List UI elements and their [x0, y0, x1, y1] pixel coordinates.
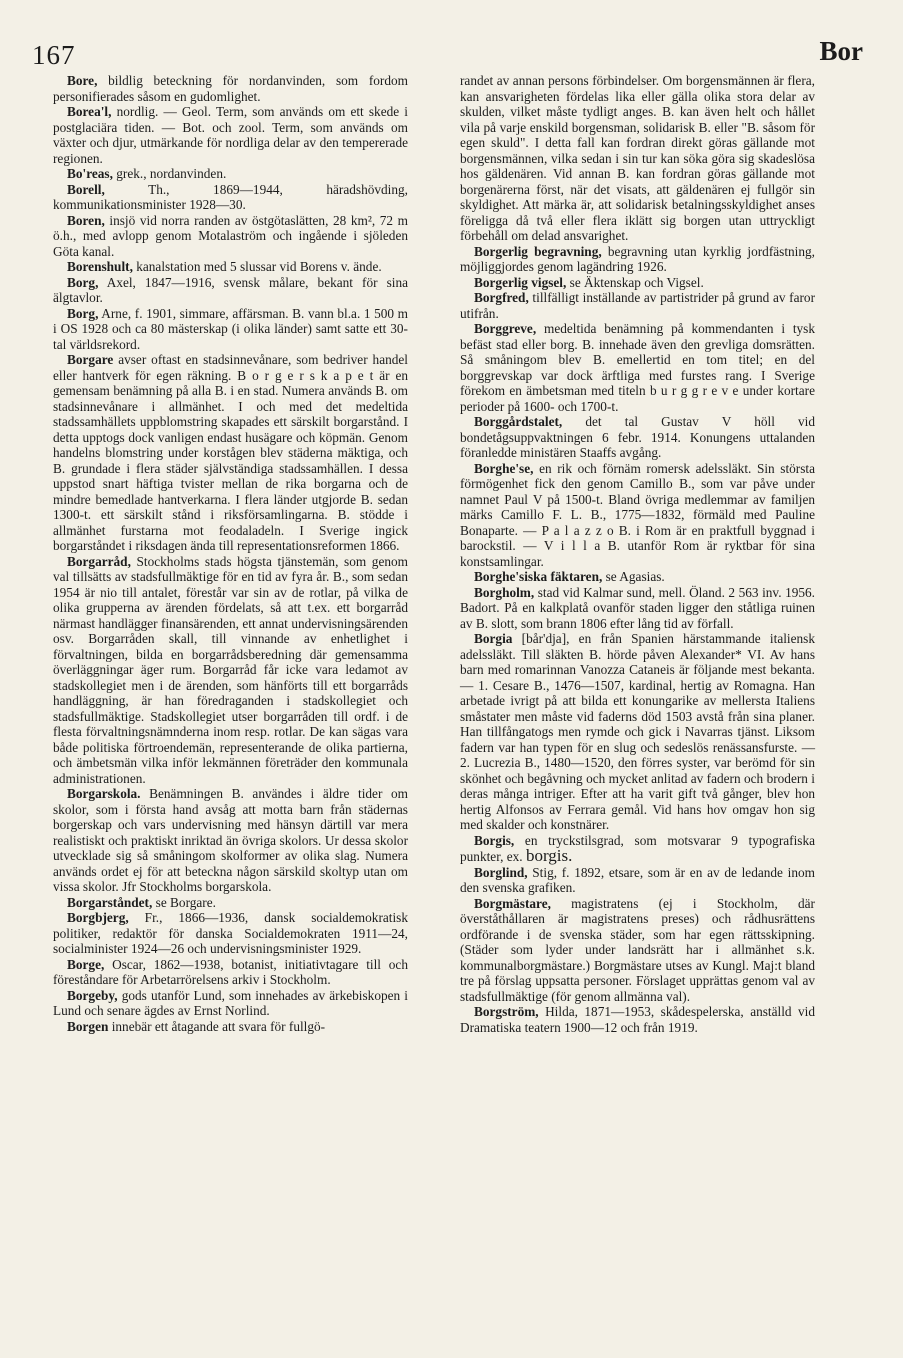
- entry-headword: Borgerlig vigsel,: [474, 274, 567, 290]
- dictionary-entry: [53, 352, 408, 554]
- entry-headword: Borenshult,: [67, 259, 133, 274]
- dictionary-entry: [53, 988, 408, 1019]
- dictionary-entry: [460, 275, 815, 291]
- entry-text: Benämningen B. användes i äldre tider om skolor, som i första hand avsåg att motta barn från städernas borgerskap och vars undervisning med hänsyn därtill var mera realistiskt och praktiskt inriktad än övriga skolors. Ur dessa skolor utvecklade sig så småningom skolformer av olika slag. Numera används ordet ej för att beteckna någon särskild skoltyp utan om vissa skolor. Jfr Stockholms borgarskola.: [53, 786, 408, 894]
- dictionary-entry: [460, 73, 815, 244]
- entry-text: nordlig. — Geol. Term, som används om ett skede i postglaciära tiden. — Bot. och zool. Term, som används om växter och djur, utmärkande för nordliga delar av den tempererade regionen.: [53, 104, 408, 166]
- entry-text: [bår'dja], en från Spanien härstammande italiensk adelssläkt. Till släkten B. hörde påven Alexander* VI. Av hans barn med romarinnan Vanozza Cataneis är följande mest bekanta. — 1. Cesare B., 1476—1507, kardinal, hertig av Romagna. Han arbetade ivrigt på att bilda ett konungarike av mellersta Italiens småstater men måste vid faderns död 1503 avstå från sina planer. Han tillfångatogs men rymde och gick i Navarras tjänst. Liksom fadern var han typen för en slug och sedeslös renässansfurste. — 2. Lucrezia B., 1480—1520, den förres syster, var berömd för sin skönhet och begåvning och mycket anlitad av fadern och brodern i deras många intriger. Efter att ha varit gift två gånger, blev hon hertig Alfonsos av Ferrara gemål. Vid hans hov omgav hon sig med skalder och konstnärer.: [460, 631, 815, 832]
- entry-headword: Borgis,: [474, 832, 515, 848]
- entry-text: Axel, 1847—1916, svensk målare, bekant för sina älgtavlor.: [53, 274, 408, 305]
- entry-headword: Boren,: [67, 212, 105, 228]
- right-column: [460, 73, 815, 1035]
- dictionary-entry: [460, 461, 815, 570]
- entry-headword: Borgholm,: [474, 584, 535, 600]
- entry-headword: Borglind,: [474, 864, 528, 880]
- running-head: Bor: [819, 36, 863, 66]
- dictionary-entry: [53, 1019, 408, 1035]
- dictionary-entry: [53, 213, 408, 260]
- entry-headword: Borgarskola.: [67, 786, 141, 801]
- entry-text: stad vid Kalmar sund, mell. Öland. 2 563 inv. 1956. Badort. På en kalkplatå ovanför staden ligger den ståtliga ruinen av B. slott, som brann 1806 efter lång tid av förfall.: [460, 584, 815, 631]
- entry-headword: Borg,: [67, 274, 99, 290]
- entry-text: medeltida benämning på kommendanten i tysk befäst stad eller borg. B. innehade även den grevliga domsrätten. Så småningom blev B. emellertid en tom titel; en del borggrevskap var dock ärftliga med furstes rang. I Sverige förekom en ämbetsman med titeln b u r g g r e v e under kortare perioder på 1600- och 1700-t.: [460, 321, 815, 414]
- entry-headword: Bo'reas,: [67, 166, 113, 181]
- entry-text: gods utanför Lund, som innehades av ärkebiskopen i Lund och senare ägdes av Ernst Norlind.: [53, 987, 408, 1018]
- entry-text: Th., 1869—1944, häradshövding, kommunikationsminister 1928—30.: [53, 181, 408, 212]
- dictionary-entry: [460, 865, 815, 896]
- dictionary-entry: [53, 895, 408, 911]
- dictionary-entry: [460, 896, 815, 1005]
- entry-text: insjö vid norra randen av östgötaslätten, 28 km², 72 m ö.h., med avlopp genom Motalaström och ingående i sjöleden Göta kanal.: [53, 212, 408, 259]
- entry-text: bildlig beteckning för nordanvinden, som fordom personifierades såsom en gudomlighet.: [53, 73, 408, 104]
- entry-headword: Borgare: [67, 352, 114, 367]
- entry-headword: Borge,: [67, 956, 105, 972]
- dictionary-entry: [53, 957, 408, 988]
- entry-text: avser oftast en stadsinnevånare, som bedriver handel eller hantverk för egen räkning. B o r g e r s k a p e t är en gemensam benämning på alla B. i en stad. Numera används B. om stadsinnevånare i allmänhet. I och med det medeltida stadssamhällets uppblomstring skapades ett särskilt borgarstånd. I detta upptogs dock vanligen endast husägare och köpmän. Genom handelns blomstring under korstågen blev städerna mäktiga, och B. grundade i flera städer självständiga stadssamhällen. I dessa uppstod snart häftiga tvister mellan de rika borgarna och de mindre bemedlade hantverkarna. I flera länder utgjorde B. sedan 1300-t. ett särskilt stånd i riksförsamlingarna. B. stödde i allmänhet furstarna mot feodaladeln. I Sverige ingick borgarståndet i riksdagen ända till representationsreformen 1866.: [53, 352, 408, 553]
- page-number: 167: [32, 40, 76, 70]
- dictionary-entry: [53, 259, 408, 275]
- entry-text: tillfälligt inställande av partistrider på grund av faror utifrån.: [460, 290, 815, 321]
- entry-text: en rik och förnäm romersk adelssläkt. Sin största förmögenhet fick den genom Camillo B., som var påve under namnet Paul V på 1500-t. Bland övriga medlemmar av familjen märks Camillo F. L. B., 1775—1832, förmäld med Pauline Bonaparte. — P a l a z z o B. i Rom är en praktfull byggnad i barockstil. — V i l l a B. utanför Rom är ryktbar för sina konstsamlingar.: [460, 460, 815, 569]
- entry-text: se Agasias.: [602, 569, 665, 584]
- entry-text: Arne, f. 1901, simmare, affärsman. B. vann bl.a. 1 500 m i OS 1928 och ca 80 mästerskap (i olika länder) samt satte ett 30-tal världsrekord.: [53, 305, 408, 352]
- entry-text: det tal Gustav V höll vid bondetågsuppvaktningen 6 febr. 1914. Konungens uttalanden föranledde ministären Staaffs avgång.: [460, 414, 815, 460]
- entry-headword: Borgfred,: [474, 290, 529, 305]
- dictionary-entry: [460, 1004, 815, 1035]
- entry-headword: Borgström,: [474, 1004, 539, 1019]
- dictionary-entry: [53, 73, 408, 104]
- dictionary-entry: [460, 585, 815, 632]
- left-column: [53, 73, 408, 1034]
- entry-text: innebär ett åtagande att svara för fullgö-: [108, 1018, 326, 1034]
- dictionary-entry: [460, 833, 815, 865]
- entry-headword: Borell,: [67, 181, 105, 197]
- entry-headword: Borgeby,: [67, 987, 118, 1003]
- entry-text: magistratens (ej i Stockholm, där överståthållaren är magistratens preses) och rådhusrättens ordförande i de svenska städer, som har egen rättsskipning. (Städer som lyder under landsrätt har i allmänhet s.k. kommunalborgmästare.) Borgmästare utses av Kungl. Maj:t bland tre på förslag uppsatta personer. Förslaget upprättas genom val av stadsfullmäktige (för genom allmänna val).: [460, 895, 815, 1004]
- entry-headword: Borgbjerg,: [67, 910, 129, 925]
- dictionary-entry: [460, 569, 815, 585]
- entry-text: randet av annan persons förbindelser. Om borgensmännen är flera, kan ansvarigheten fördelas lika eller gälla olika stora delar av skulden, vilket måste tydligt anges. B. kan även helt och hållet vila på varje enskild borgensman, solidarisk B. eller "B. såsom för egen skuld". I detta fall kan fordran direkt göras gällande mot borgensmännen, vilka sedan i sin tur kan söka göra sig skadeslösa hos gäldenären. Vid annan B. kan fordran göras gällande mot borgenärerna först, när det visats, att gäldenären ej fullgör sin skyldighet. Att märka är, att solidarisk betalningsskyldighet anses föreligga då två eller flera iklätt sig borgen utan uttryckligt förbehåll om delad ansvarighet.: [460, 73, 815, 243]
- dictionary-entry: [460, 631, 815, 833]
- dictionary-entry: [53, 910, 408, 957]
- dictionary-entry: [53, 786, 408, 895]
- dictionary-entry: [53, 104, 408, 166]
- entry-text: en tryckstilsgrad, som motsvarar 9 typografiska punkter, ex.: [460, 832, 815, 864]
- dictionary-entry: [53, 182, 408, 213]
- entry-text: kanalstation med 5 slussar vid Borens v. ände.: [132, 259, 382, 274]
- entry-headword: Borg,: [67, 305, 99, 321]
- entry-headword: Borgmästare,: [474, 895, 551, 911]
- dictionary-entry: [460, 290, 815, 321]
- type-sample: borgis.: [525, 846, 573, 865]
- entry-text: grek., nordanvinden.: [112, 166, 227, 181]
- entry-headword: Borgarståndet,: [67, 894, 153, 910]
- entry-text: Oscar, 1862—1938, botanist, initiativtagare till och föreståndare för Arbetarrörelsens arkiv i Stockholm.: [53, 956, 408, 987]
- dictionary-entry: [53, 166, 408, 182]
- dictionary-entry: [460, 321, 815, 414]
- entry-text: Hilda, 1871—1953, skådespelerska, anställd vid Dramatiska teatern 1900—12 och från 1919.: [460, 1004, 815, 1035]
- dictionary-entry: [53, 554, 408, 787]
- entry-text: se Äktenskap och Vigsel.: [566, 274, 704, 290]
- entry-headword: Borghe'siska fäktaren,: [474, 569, 603, 584]
- entry-headword: Borgarråd,: [67, 553, 131, 569]
- entry-headword: Borghe'se,: [474, 460, 534, 476]
- entry-headword: Bore,: [67, 73, 98, 88]
- entry-text: begravning utan kyrklig jordfästning, möjliggjordes genom lagändring 1926.: [460, 243, 815, 274]
- entry-text: se Borgare.: [152, 894, 216, 910]
- entry-headword: Borgerlig begravning,: [474, 243, 602, 259]
- entry-headword: Borggårdstalet,: [474, 414, 563, 429]
- dictionary-entry: [460, 244, 815, 275]
- entry-text: Fr., 1866—1936, dansk socialdemokratisk politiker, redaktör för danska Socialdemokraten 1911—24, socialminister 1924—26 och undervisningsminister 1929.: [53, 910, 408, 956]
- entry-headword: Borea'l,: [67, 104, 112, 119]
- entry-headword: Borggreve,: [474, 321, 537, 336]
- dictionary-entry: [460, 414, 815, 461]
- entry-text: Stig, f. 1892, etsare, som är en av de ledande inom den svenska grafiken.: [460, 864, 815, 895]
- entry-headword: Borgen: [67, 1018, 109, 1034]
- dictionary-entry: [53, 306, 408, 353]
- entry-text: Stockholms stads högsta tjänstemän, som genom val tillsätts av stadsfullmäktige för en tid av fyra år. B., som sedan 1954 är nio till antalet, förestår var sin av de rotlar, på vilka de olika grupperna av ärenden fördelats, så att t.ex. ett borgarråd närmast handlägger finansärenden, ett annat undervisningsärenden osv. Borgarråden skall, till vinnande av enhetlighet i förvaltningen, bilda en borgarrådsberedning där gemensamma överläggningar äger rum. Borgarråd får icke vara ledamot av stadskollegiet men i de ärenden, som hänförts till ett borgarråds handläggning, är han föredraganden i stadskollegiet och stadsfullmäktige. Stadskollegiet utser borgarråden till ordf. i de flesta förvaltningsnämnderna inom resp. rotlar. De kan sägas vara både politiska förtroendemän, representerande de olika partierna, och ämbetsmän vilka inför lekmännen företräder den kommunala administrationen.: [53, 553, 408, 786]
- entry-headword: Borgia: [474, 631, 513, 646]
- dictionary-entry: [53, 275, 408, 306]
